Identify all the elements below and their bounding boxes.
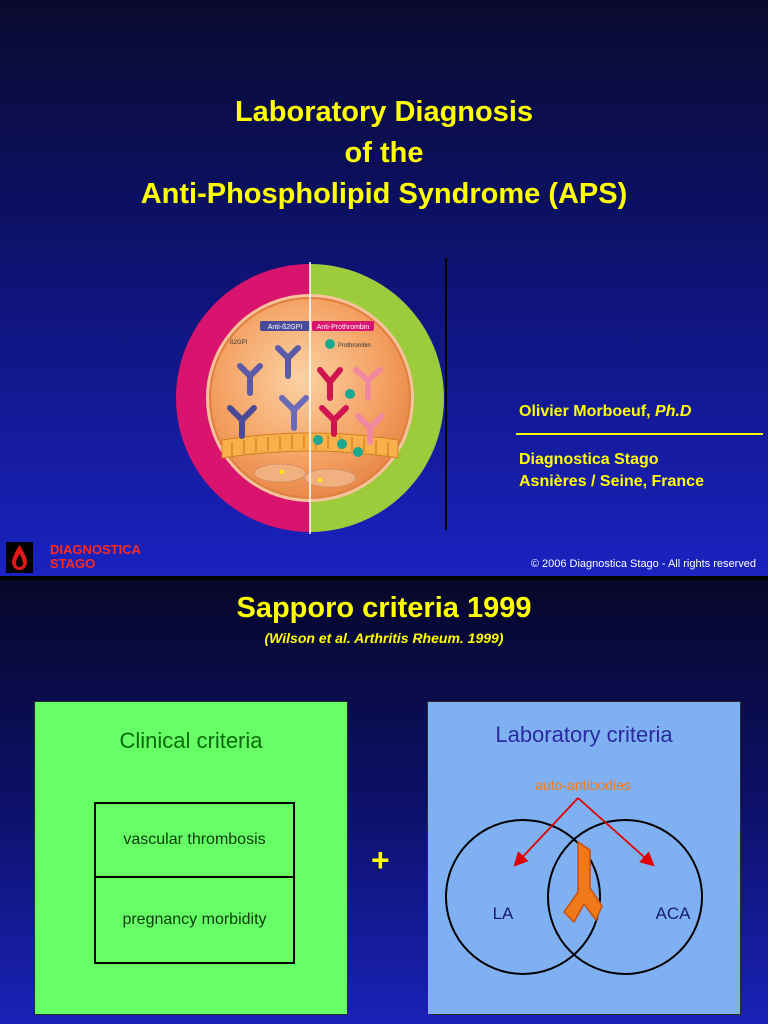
laboratory-criteria-box bbox=[427, 701, 741, 1015]
copyright: © 2006 Diagnostica Stago - All rights reserved bbox=[530, 558, 756, 570]
antibody-icon bbox=[564, 842, 602, 922]
venn-diagram bbox=[428, 702, 740, 1014]
laboratory-criteria-title: Laboratory criteria bbox=[495, 722, 673, 747]
affiliation-line-2: Asnières / Seine, France bbox=[519, 473, 704, 490]
plus-sign: + bbox=[371, 842, 390, 878]
la-label: LA bbox=[492, 904, 514, 923]
author-degree: Ph.D bbox=[655, 403, 692, 420]
criterion-vascular-thrombosis: vascular thrombosis bbox=[96, 804, 293, 878]
title-line-2: of the bbox=[344, 137, 424, 169]
author-name: Olivier Morboeuf, bbox=[519, 403, 651, 420]
stago-logo-text bbox=[50, 543, 141, 571]
anti-b2gpi-label: Anti-ß2GPI bbox=[267, 324, 303, 331]
circle-aca bbox=[548, 820, 702, 974]
affiliation-line-1: Diagnostica Stago bbox=[519, 451, 659, 468]
slide-title-text bbox=[0, 92, 768, 215]
author bbox=[519, 403, 691, 421]
sapporo-subtitle: (Wilson et al. Arthritis Rheum. 1999) bbox=[264, 630, 504, 646]
author-divider bbox=[516, 433, 763, 435]
arrow-to-la bbox=[516, 798, 578, 864]
stago-logo-icon bbox=[6, 542, 33, 573]
sapporo-title: Sapporo criteria 1999 bbox=[236, 592, 532, 624]
criterion-pregnancy-morbidity: pregnancy morbidity bbox=[122, 911, 267, 928]
aps-illustration bbox=[170, 258, 450, 538]
logo-line-1: DIAGNOSTICA bbox=[50, 542, 141, 557]
clinical-criteria-box bbox=[34, 701, 348, 1015]
title-line-1: Laboratory Diagnosis bbox=[234, 96, 534, 128]
auto-antibodies-label: auto-antibodies bbox=[535, 777, 631, 793]
clinical-criteria-title: Clinical criteria bbox=[119, 728, 263, 753]
logo-line-2: STAGO bbox=[50, 556, 96, 571]
slide-sapporo bbox=[0, 580, 768, 1024]
prothrombin-label: Prothrombin bbox=[338, 343, 371, 349]
aca-label: ACA bbox=[655, 904, 691, 923]
affiliation bbox=[519, 449, 704, 493]
b2gpi-label: ß2GPI bbox=[230, 340, 248, 346]
anti-prothrombin-label: Anti-Prothrombin bbox=[316, 324, 370, 331]
vertical-divider bbox=[445, 258, 447, 530]
title-line-3: Anti-Phospholipid Syndrome (APS) bbox=[140, 178, 628, 210]
clinical-criteria-table bbox=[94, 802, 295, 964]
